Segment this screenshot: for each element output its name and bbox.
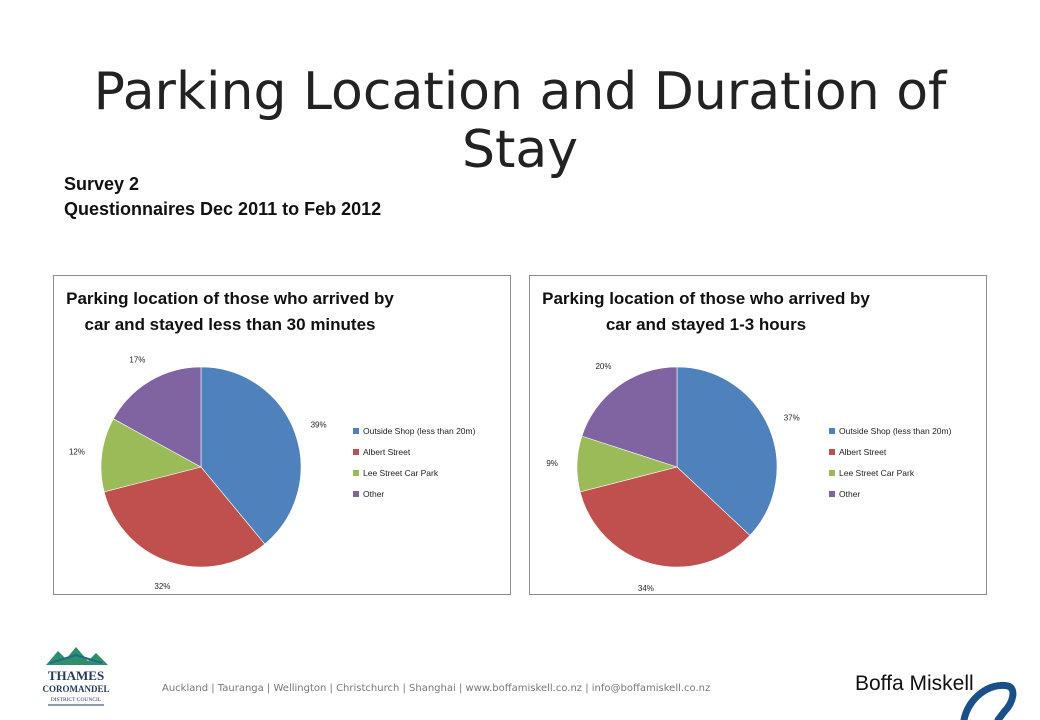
pie-chart-svg — [530, 276, 986, 594]
pie-slices — [577, 367, 777, 567]
council-logo-line-2: COROMANDEL — [42, 684, 110, 694]
chart-title-line-1: Parking location of those who arrived by — [542, 289, 870, 308]
council-logo — [36, 643, 116, 713]
legend-swatch — [829, 470, 835, 476]
subtitle-line-1: Survey 2 — [64, 174, 140, 194]
pie-percent-label: 37% — [783, 413, 800, 423]
footer-contact-line: Auckland | Tauranga | Wellington | Christchurch | Shanghai | www.boffamiskell.co.nz | info@boffamiskell.co.nz — [162, 683, 711, 694]
pie-percent-label: 9% — [546, 459, 558, 469]
legend-label: Outside Shop (less than 20m) — [839, 426, 952, 436]
legend-label: Outside Shop (less than 20m) — [363, 426, 476, 436]
pie-percent-label: 39% — [310, 420, 327, 430]
slide-title: Parking Location and Duration of Stay — [93, 61, 947, 180]
legend-swatch — [829, 491, 835, 497]
legend-label: Albert Street — [839, 447, 887, 457]
pie-percent-label: 20% — [595, 361, 612, 371]
pie-percent-label: 32% — [154, 581, 171, 591]
brand-swoosh-icon — [950, 678, 1020, 720]
pie-chart-short-stay — [53, 275, 511, 595]
legend-label: Albert Street — [363, 447, 411, 457]
chart-legend — [353, 426, 476, 499]
chart-title-line-2: car and stayed less than 30 minutes — [84, 315, 376, 334]
chart-legend — [829, 426, 952, 499]
chart-title-line-1: Parking location of those who arrived by — [66, 289, 394, 308]
legend-label: Lee Street Car Park — [839, 468, 915, 478]
legend-swatch — [829, 449, 835, 455]
council-logo-line-1: THAMES — [47, 668, 105, 683]
legend-swatch — [353, 449, 359, 455]
pie-chart-svg — [54, 276, 510, 594]
legend-label: Other — [839, 489, 861, 499]
pie-chart-one-to-three-hours — [529, 275, 987, 595]
legend-swatch — [353, 470, 359, 476]
legend-swatch — [829, 428, 835, 434]
pie-percent-label: 17% — [129, 355, 146, 365]
legend-label: Lee Street Car Park — [363, 468, 439, 478]
legend-label: Other — [363, 489, 385, 499]
survey-subtitle — [64, 172, 381, 222]
pie-slices — [101, 367, 301, 567]
legend-swatch — [353, 491, 359, 497]
pie-percent-label: 12% — [68, 447, 86, 457]
brand-name: Boffa Miskell — [855, 672, 974, 695]
subtitle-line-2: Questionnaires Dec 2011 to Feb 2012 — [64, 199, 382, 219]
legend-swatch — [353, 428, 359, 434]
pie-percent-label: 34% — [637, 584, 654, 594]
council-logo-line-3: DISTRICT COUNCIL — [50, 697, 102, 703]
chart-title-line-2: car and stayed 1-3 hours — [605, 315, 807, 334]
